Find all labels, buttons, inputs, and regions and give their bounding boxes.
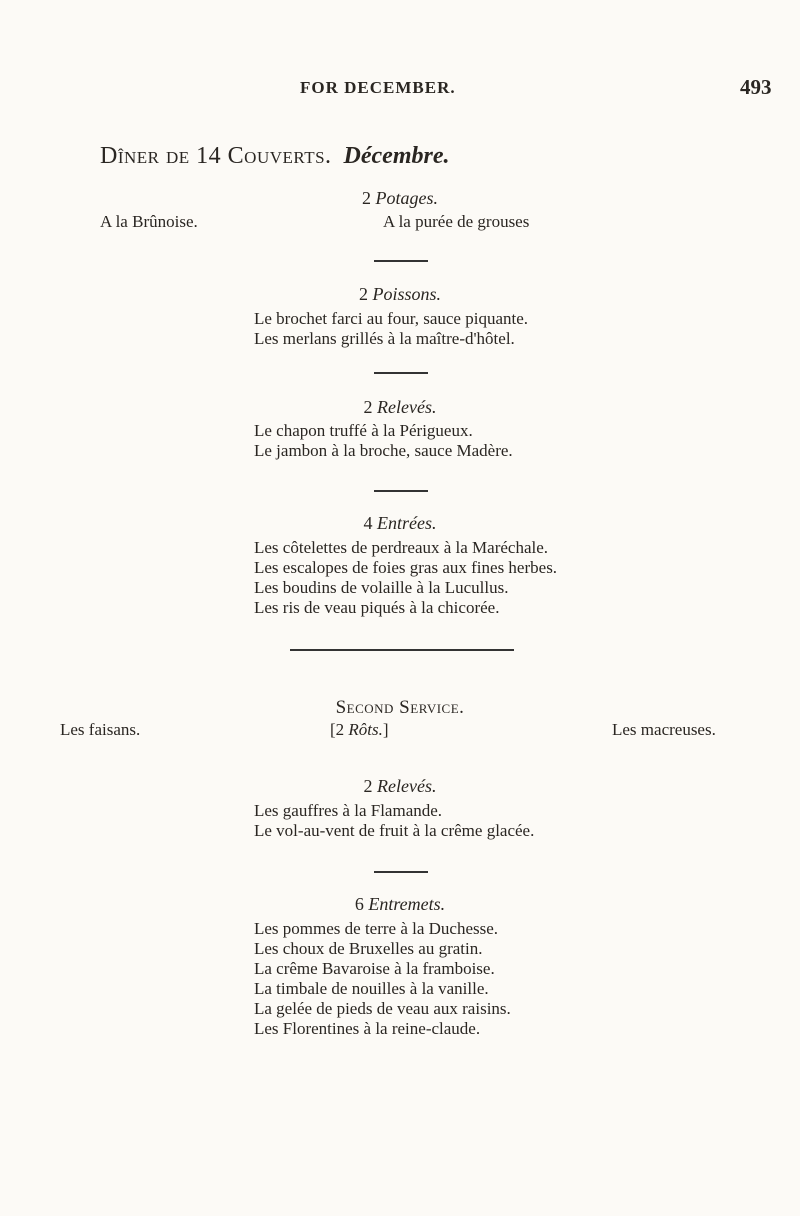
entrees-label: Entrées. <box>377 513 437 533</box>
running-head: FOR DECEMBER. <box>300 78 456 97</box>
second-releve-item: Le vol-au-vent de fruit à la crême glacée. <box>254 821 535 840</box>
entremet-item: La gelée de pieds de veau aux raisins. <box>254 999 511 1018</box>
entremet-item: Les pommes de terre à la Duchesse. <box>254 919 499 938</box>
potages-count: 2 <box>362 188 371 208</box>
page-number: 493 <box>740 75 772 99</box>
entree-item: Les escalopes de foies gras aux fines herbes. <box>254 558 558 577</box>
second-releves-heading <box>0 776 800 797</box>
releves-count: 2 <box>363 397 373 417</box>
entremet-item: La timbale de nouilles à la vanille. <box>254 979 489 998</box>
menu-title-month: Décembre. <box>343 143 450 169</box>
second-service-heading: Second Service. <box>335 697 465 718</box>
entremet-item: Les Florentines à la reine-claude. <box>254 1019 481 1038</box>
entremet-item: La crême Bavaroise à la framboise. <box>254 959 495 978</box>
entree-item: Les côtelettes de perdreaux à la Maréchale. <box>254 538 549 557</box>
poissons-count: 2 <box>358 284 368 304</box>
releve-item: Le chapon truffé à la Périgueux. <box>254 421 473 440</box>
service-divider <box>290 649 514 651</box>
poisson-item: Les merlans grillés à la maître-d'hôtel. <box>254 329 515 348</box>
second-releve-item: Les gauffres à la Flamande. <box>254 801 443 820</box>
section-divider <box>374 372 428 374</box>
entrees-count: 4 <box>363 513 373 533</box>
releves-label: Relevés. <box>377 397 437 417</box>
poissons-heading <box>0 284 800 305</box>
potages-label: Potages. <box>375 188 438 208</box>
entremets-label: Entremets. <box>368 894 446 914</box>
potages-heading <box>0 188 800 209</box>
menu-title <box>100 143 450 170</box>
potage-right: A la purée de grouses <box>383 212 530 231</box>
releve-item: Le jambon à la broche, sauce Madère. <box>254 441 513 460</box>
second-releves-count: 2 <box>363 776 373 796</box>
section-divider <box>374 260 428 262</box>
rot-right: Les macreuses. <box>612 720 716 739</box>
page-header <box>0 75 800 108</box>
rots-label: Rôts. <box>348 720 383 739</box>
section-divider <box>374 871 428 873</box>
releves-heading <box>0 397 800 418</box>
rots-heading <box>330 720 389 740</box>
poisson-item: Le brochet farci au four, sauce piquante. <box>254 309 529 328</box>
rot-left: Les faisans. <box>60 720 141 739</box>
entrees-heading <box>0 513 800 534</box>
poissons-label: Poissons. <box>372 284 441 304</box>
entremets-heading <box>0 894 800 915</box>
menu-title-prefix: Dîner de 14 Couverts. <box>100 143 332 169</box>
section-divider <box>374 490 428 492</box>
second-releves-label: Relevés. <box>377 776 437 796</box>
potage-left: A la Brûnoise. <box>100 212 198 231</box>
entremets-count: 6 <box>354 894 364 914</box>
rots-close: ] <box>382 720 389 739</box>
entree-item: Les boudins de volaille à la Lucullus. <box>254 578 509 597</box>
entremet-item: Les choux de Bruxelles au gratin. <box>254 939 483 958</box>
rots-count: [2 <box>330 720 345 739</box>
entree-item: Les ris de veau piqués à la chicorée. <box>254 598 500 617</box>
